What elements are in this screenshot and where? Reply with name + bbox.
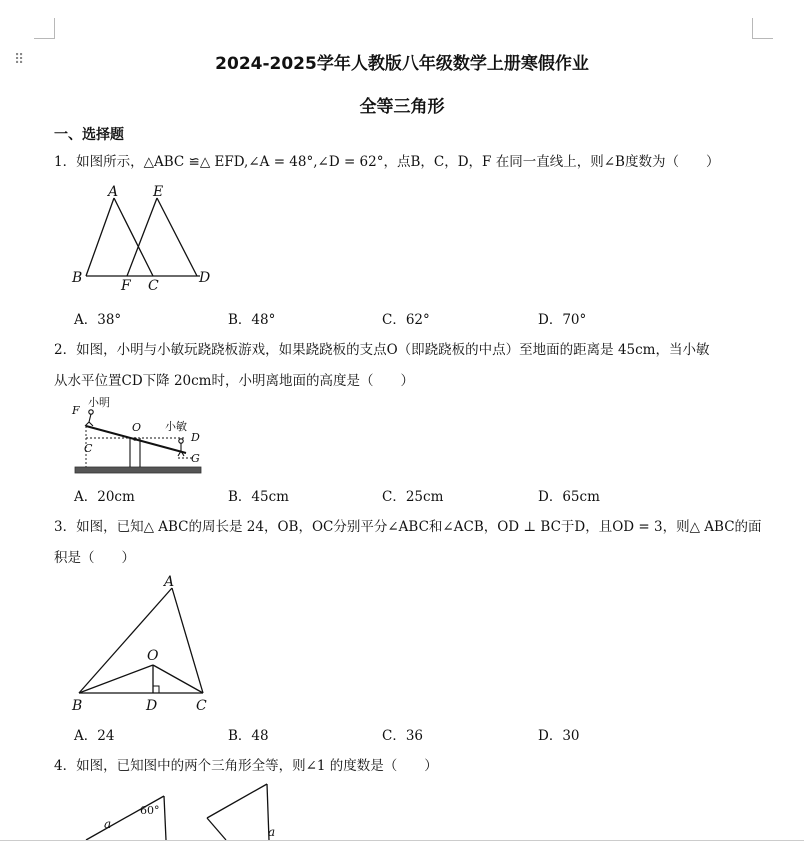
page-bottom-border [0, 840, 804, 841]
q1-label-e: E [153, 184, 164, 200]
q1-option-a[interactable]: A．38° [74, 312, 122, 328]
q1-option-b[interactable]: B．48° [228, 312, 276, 328]
q1-option-d[interactable]: D．70° [538, 312, 587, 328]
q2-figure [66, 395, 211, 480]
q1-label-b: B [72, 270, 83, 286]
q3-option-b[interactable]: B．48 [228, 728, 269, 744]
q1-figure [66, 180, 226, 295]
q3-label-b: B [72, 698, 83, 714]
q2-label-d: D [191, 431, 200, 444]
q1-option-c[interactable]: C．62° [382, 312, 430, 328]
q3-label-d: D [146, 698, 158, 714]
q3-text-line1: 3．如图，已知△ ABC的周长是 24，OB，OC分别平分∠ABC和∠ACB，OD ⊥ BC于D，且OD = 3，则△ ABC的面 [54, 519, 762, 535]
q3-label-c: C [196, 698, 207, 714]
document-title: 2024-2025学年人教版八年级数学上册寒假作业 [215, 54, 589, 74]
q3-label-a: A [164, 574, 175, 590]
q1-text: 1．如图所示，△ABC ≌△ EFD,∠A = 48°,∠D = 62°，点B，C，D，F 在同一直线上，则∠B度数为（ ） [54, 154, 720, 170]
q2-text-line1: 2．如图，小明与小敏玩跷跷板游戏，如果跷跷板的支点O（即跷跷板的中点）至地面的距离是 45cm，当小敏 [54, 342, 710, 358]
q2-label-o: O [132, 421, 142, 434]
q3-option-c[interactable]: C．36 [382, 728, 424, 744]
page-corner-mark [34, 18, 55, 39]
drag-handle-icon[interactable]: ⠿ [14, 52, 25, 68]
q1-label-a: A [108, 184, 119, 200]
q4-figure [80, 778, 290, 840]
q2-text-line2: 从水平位置CD下降 20cm时，小明离地面的高度是（ ） [54, 373, 414, 389]
q2-label-c: C [84, 442, 93, 455]
page-corner-mark [752, 18, 773, 39]
section-heading: 一、选择题 [54, 127, 124, 143]
q2-option-d[interactable]: D．65cm [538, 489, 600, 505]
q2-label-f: F [72, 404, 80, 417]
q3-text-line2: 积是（ ） [54, 550, 135, 566]
q4-label-a-left: a [104, 817, 112, 831]
q2-label-g: G [191, 452, 200, 465]
q2-label-xiaomin: 小敏 [165, 420, 187, 433]
q4-label-a-right: a [268, 825, 276, 839]
q3-option-a[interactable]: A．24 [74, 728, 115, 744]
document-subtitle: 全等三角形 [359, 97, 445, 117]
q3-option-d[interactable]: D．30 [538, 728, 580, 744]
q1-label-c: C [148, 278, 159, 294]
q1-label-d: D [199, 270, 211, 286]
q1-label-f: F [121, 278, 131, 294]
q4-text: 4．如图，已知图中的两个三角形全等，则∠1 的度数是（ ） [54, 758, 438, 774]
q3-label-o: O [147, 648, 159, 664]
q2-option-b[interactable]: B．45cm [228, 489, 289, 505]
q2-option-c[interactable]: C．25cm [382, 489, 444, 505]
q4-label-angle: 60° [140, 804, 160, 817]
q2-option-a[interactable]: A．20cm [74, 489, 135, 505]
q3-figure [66, 572, 226, 717]
q2-label-xiaoming: 小明 [88, 396, 110, 409]
